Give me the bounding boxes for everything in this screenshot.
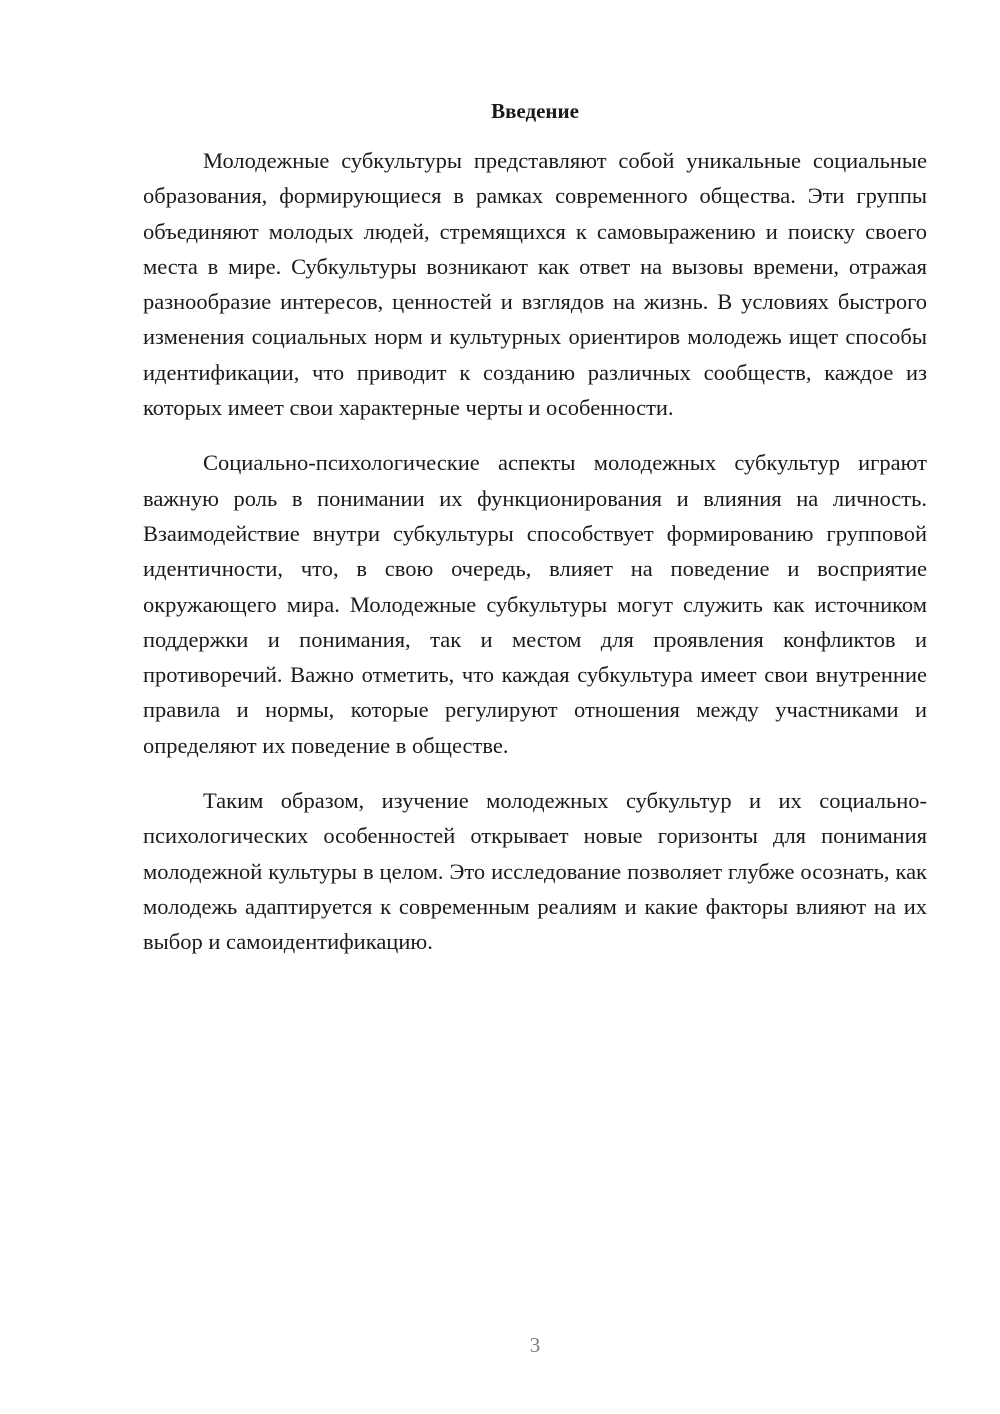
page-number: 3 [529, 1333, 541, 1357]
section-title: Введение [491, 99, 579, 123]
paragraph-2: Социально-психологические аспекты молодежных субкультур играют важную роль в понимании их функционирования и влияния на личность. Взаимодействие внутри субкультуры способствует формированию групповой идентичности, что, в свою очередь, влияет на поведение и восприятие окружающего мира. Молодежные субкультуры могут служить как источником поддержки и понимания, так и местом для проявления конфликтов и противоречий. Важно отметить, что каждая субкультура имеет свои внутренние правила и нормы, которые регулируют отношения между участниками и определяют их поведение в обществе. [143, 450, 927, 758]
paragraph-3: Таким образом, изучение молодежных субкультур и их социально-психологических особенностей открывает новые горизонты для понимания молодежной культуры в целом. Это исследование позволяет глубже осознать, как молодежь адаптируется к современным реалиям и какие факторы влияют на их выбор и самоидентификацию. [143, 788, 927, 955]
paragraph-1: Молодежные субкультуры представляют собой уникальные социальные образования, формирующиеся в рамках современного общества. Эти группы объединяют молодых людей, стремящихся к самовыражению и поиску своего места в мире. Субкультуры возникают как ответ на вызовы времени, отражая разнообразие интересов, ценностей и взглядов на жизнь. В условиях быстрого изменения социальных норм и культурных ориентиров молодежь ищет способы идентификации, что приводит к созданию различных сообществ, каждое из которых имеет свои характерные черты и особенности. [143, 148, 927, 421]
body-text [143, 143, 927, 980]
